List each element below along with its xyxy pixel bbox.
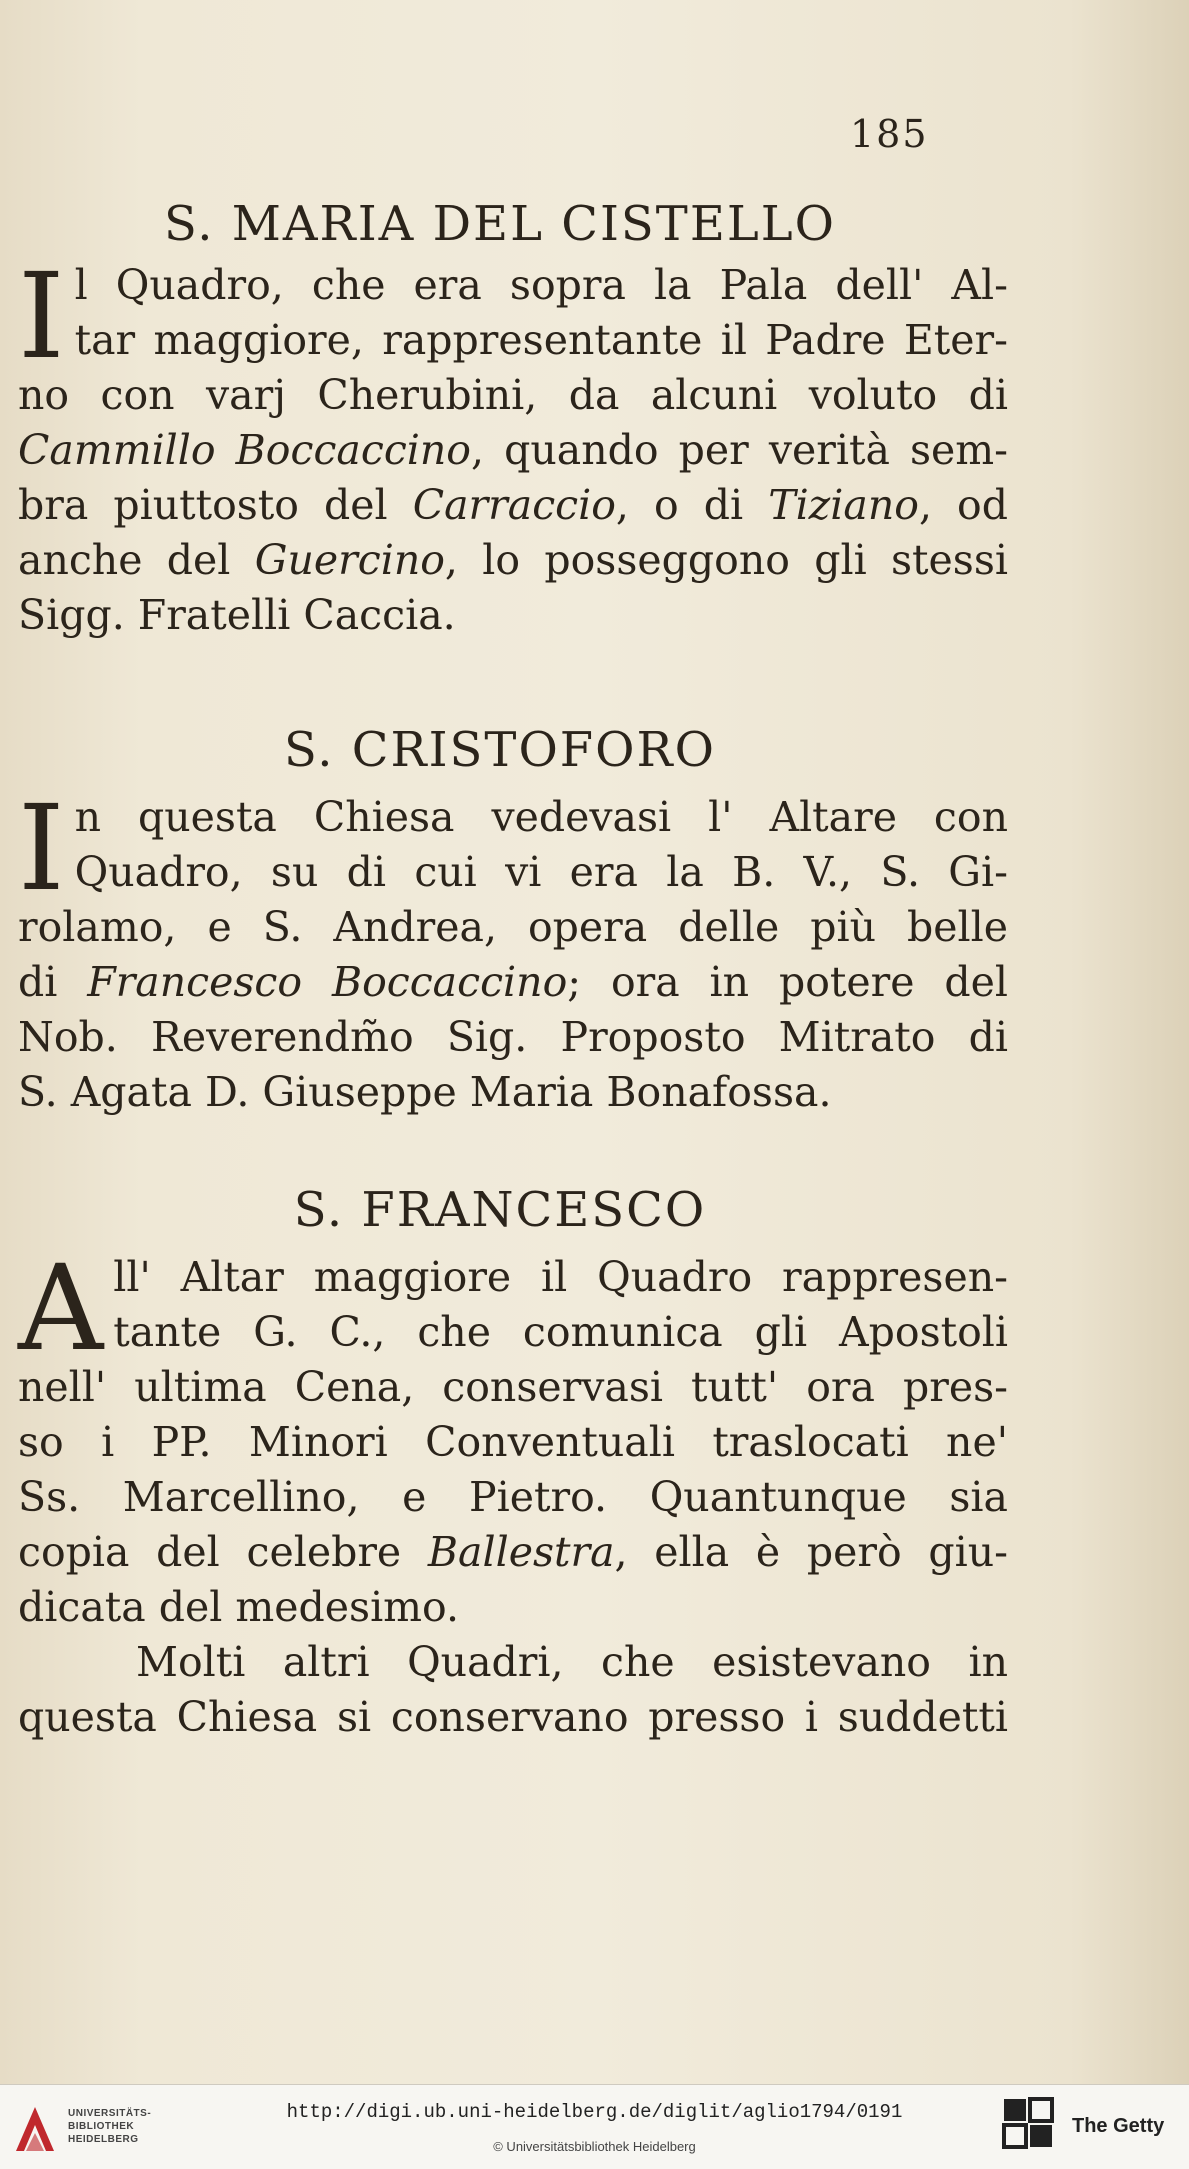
text-line: S. Agata D. Giuseppe Maria Bonafossa. xyxy=(18,1068,832,1116)
text-line: Nob. Reverendm̃o Sig. Proposto Mitrato di xyxy=(18,1013,1008,1061)
text-line: copia del celebre Ballestra, ella è però giu- xyxy=(18,1528,1008,1576)
dropcap: I xyxy=(18,247,65,385)
library-name: UNIVERSITÄTS- BIBLIOTHEK HEIDELBERG xyxy=(68,2108,152,2145)
getty-logo[interactable] xyxy=(1000,2095,1180,2159)
text-line: anche del Guercino, lo posseggono gli stessi xyxy=(18,536,1008,584)
text-line: rolamo, e S. Andrea, opera delle più belle xyxy=(18,903,1008,951)
dropcap: A xyxy=(18,1239,104,1377)
section-text-maria xyxy=(18,247,1009,643)
text-line: l Quadro, che era sopra la Pala dell' Al- xyxy=(74,261,1008,309)
viewer-footer xyxy=(0,2084,1189,2169)
text-line: Molti altri Quadri, che esistevano in xyxy=(136,1638,1008,1686)
text-line: dicata del medesimo. xyxy=(18,1583,460,1631)
text-line: tar maggiore, rappresentante il Padre Eter- xyxy=(74,316,1008,364)
partner-name: The Getty xyxy=(1072,2115,1165,2137)
text-line: n questa Chiesa vedevasi l' Altare con xyxy=(74,793,1008,841)
text-line: ll' Altar maggiore il Quadro rappresen- xyxy=(113,1253,1008,1301)
section-text-cristoforo xyxy=(18,779,1008,1120)
text-line: so i PP. Minori Conventuali traslocati ne' xyxy=(18,1418,1008,1466)
dropcap: I xyxy=(18,779,65,917)
text-line: nell' ultima Cena, conservasi tutt' ora pres- xyxy=(18,1363,1008,1411)
section-heading-francesco: S. FRANCESCO xyxy=(293,1182,707,1238)
text-line: Quadro, su di cui vi era la B. V., S. Gi- xyxy=(74,848,1008,896)
text-line: Cammillo Boccaccino, quando per verità sem- xyxy=(18,426,1009,474)
section-text-francesco xyxy=(18,1239,1008,1745)
text-line: di Francesco Boccaccino; ora in potere del xyxy=(18,958,1008,1006)
section-heading-maria: S. MARIA DEL CISTELLO xyxy=(164,196,836,252)
copyright-notice: © Universitätsbibliothek Heidelberg xyxy=(493,2139,696,2154)
getty-mark-icon xyxy=(1000,2095,1056,2159)
text-line: tante G. C., che comunica gli Apostoli xyxy=(113,1308,1008,1356)
text-line: Sigg. Fratelli Caccia. xyxy=(18,591,456,639)
section-heading-cristoforo: S. CRISTOFORO xyxy=(284,722,716,778)
text-line: Ss. Marcellino, e Pietro. Quantunque sia xyxy=(18,1473,1008,1521)
permalink-url[interactable]: http://digi.ub.uni-heidelberg.de/diglit/aglio1794/0191 xyxy=(286,2101,903,2123)
text-line: no con varj Cherubini, da alcuni voluto di xyxy=(18,371,1008,419)
page-number: 185 xyxy=(850,112,929,156)
text-line: questa Chiesa si conservano presso i suddetti xyxy=(18,1693,1008,1741)
text-line: bra piuttosto del Carraccio, o di Tiziano, od xyxy=(18,481,1008,529)
